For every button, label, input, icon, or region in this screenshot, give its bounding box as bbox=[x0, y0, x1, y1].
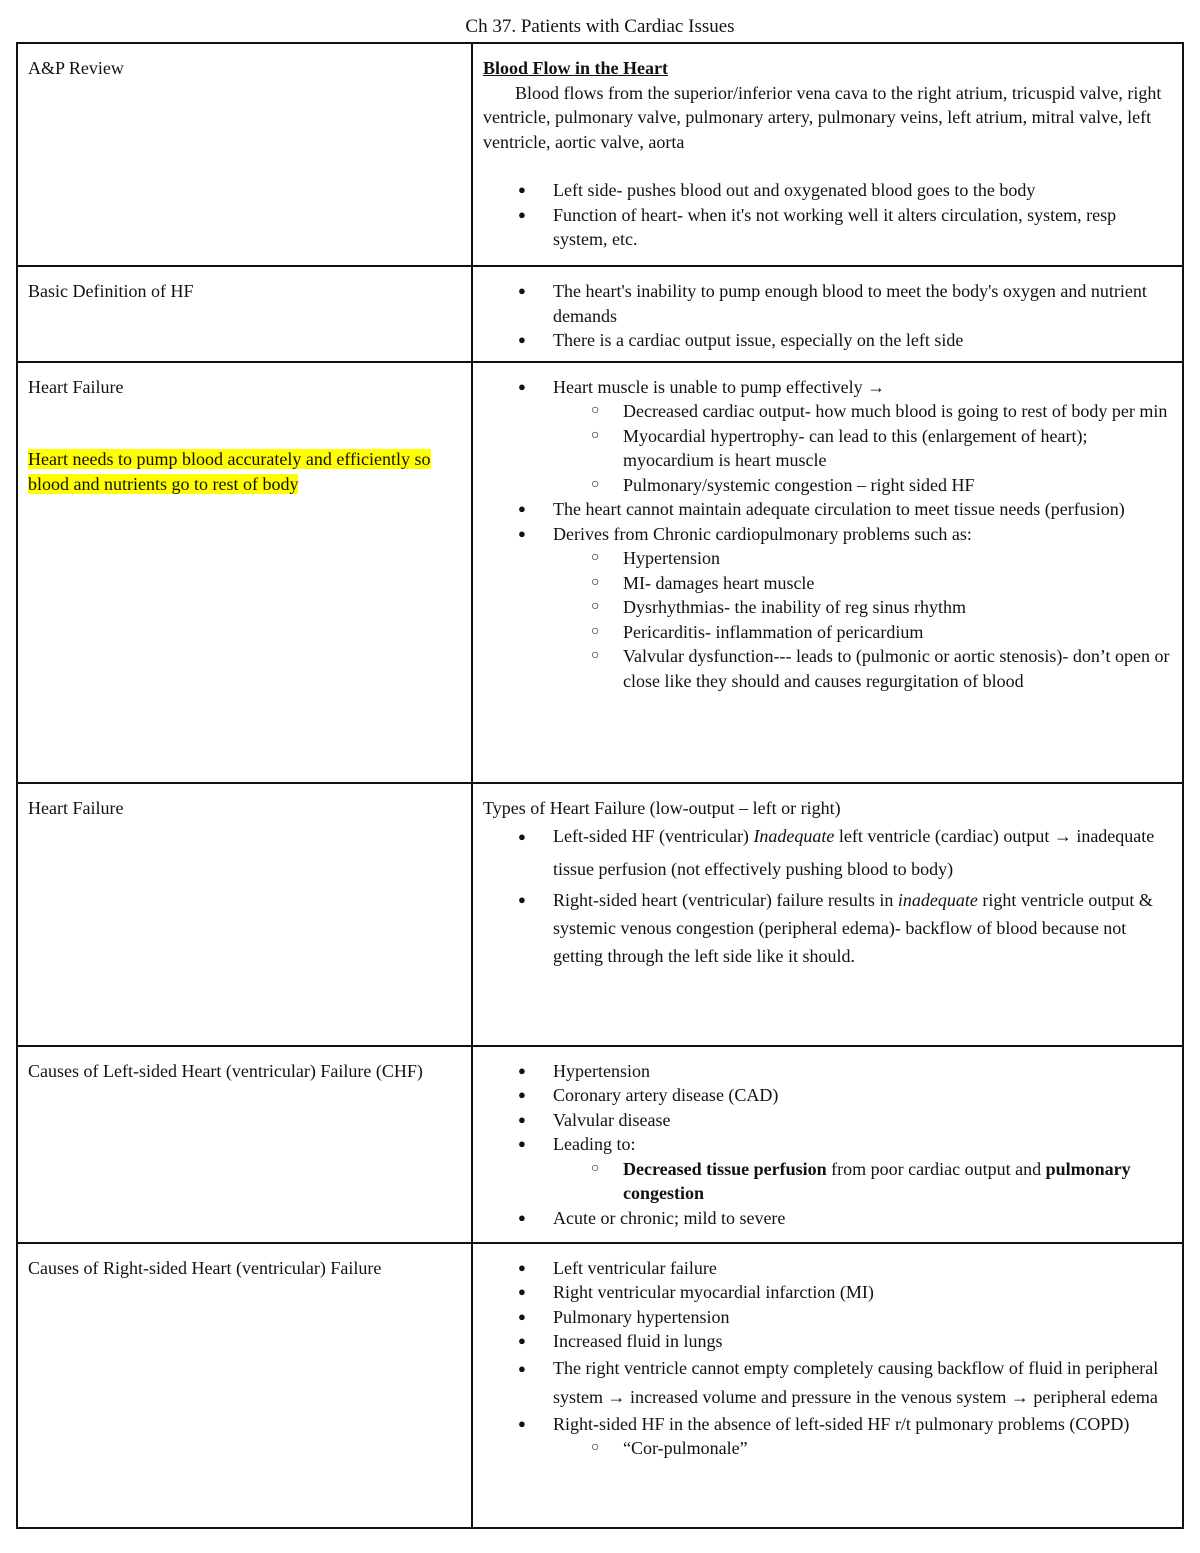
list-item bbox=[553, 820, 1172, 886]
page-title: Ch 37. Patients with Cardiac Issues bbox=[465, 16, 735, 37]
bullet-list bbox=[483, 375, 1172, 694]
list-item-text: right ventricle output & systemic venous congestion (peripheral edema)- backflow of blood because not getting through the left side like it should. bbox=[553, 890, 1153, 966]
table-row bbox=[17, 1243, 1183, 1528]
sub-list-item: ○ Hypertension bbox=[623, 546, 1172, 571]
highlighted-note bbox=[28, 447, 461, 496]
list-item-text: Right-sided HF in the absence of left-sided HF r/t pulmonary problems (COPD) bbox=[553, 1413, 1130, 1434]
table-row bbox=[17, 783, 1183, 1046]
bullet-list bbox=[483, 279, 1172, 353]
sub-list-item: ○ Pericarditis- inflammation of pericardium bbox=[623, 620, 1172, 645]
emphasis-text: Inadequate bbox=[753, 826, 835, 846]
bullet-list bbox=[483, 178, 1172, 252]
section-heading: Blood Flow in the Heart bbox=[483, 58, 668, 78]
list-item: ● There is a cardiac output issue, especially on the left side bbox=[553, 328, 1172, 353]
list-item: ● Increased fluid in lungs bbox=[553, 1329, 1172, 1354]
list-item-text: Heart muscle is unable to pump effectively → bbox=[553, 376, 886, 397]
sub-list bbox=[553, 1157, 1172, 1206]
content-cell bbox=[472, 1243, 1183, 1528]
sub-list-item: ○ Myocardial hypertrophy- can lead to this (enlargement of heart); myocardium is heart muscle bbox=[623, 424, 1172, 473]
sub-list bbox=[553, 1436, 1172, 1461]
list-item-text: Left-sided HF (ventricular) bbox=[553, 826, 754, 846]
topic-label: Causes of Right-sided Heart (ventricular) Failure bbox=[28, 1257, 382, 1278]
list-item: ● The right ventricle cannot empty completely causing backflow of fluid in peripheral system → increased volume and pressure in the venous system → peripheral edema bbox=[553, 1354, 1172, 1412]
list-item-text: Leading to: bbox=[553, 1134, 636, 1154]
topic-cell bbox=[17, 783, 472, 1046]
types-intro: Types of Heart Failure (low-output – left or right) bbox=[483, 797, 841, 818]
topic-cell bbox=[17, 266, 472, 362]
list-item-text: Derives from Chronic cardiopulmonary problems such as: bbox=[553, 523, 972, 544]
notes-table bbox=[16, 42, 1184, 1529]
list-item: ● Right ventricular myocardial infarction (MI) bbox=[553, 1280, 1172, 1305]
topic-cell bbox=[17, 1243, 472, 1528]
sub-list-text: from poor cardiac output and bbox=[826, 1158, 1046, 1179]
topic-label: Basic Definition of HF bbox=[28, 281, 194, 301]
content-cell bbox=[472, 266, 1183, 362]
bold-text: Decreased tissue perfusion bbox=[623, 1158, 827, 1179]
list-item: ● Left ventricular failure bbox=[553, 1256, 1172, 1281]
list-item-text: Right-sided heart (ventricular) failure results in bbox=[553, 890, 898, 910]
list-item: ● Coronary artery disease (CAD) bbox=[553, 1083, 1172, 1108]
list-item: ● The heart cannot maintain adequate circulation to meet tissue needs (perfusion) bbox=[553, 497, 1172, 522]
list-item: ● Pulmonary hypertension bbox=[553, 1305, 1172, 1330]
topic-cell bbox=[17, 43, 472, 266]
list-item bbox=[553, 522, 1172, 694]
sub-list-item: ○ MI- damages heart muscle bbox=[623, 571, 1172, 596]
table-row bbox=[17, 362, 1183, 783]
bullet-list bbox=[483, 820, 1172, 970]
content-cell bbox=[472, 1046, 1183, 1243]
sub-list-item bbox=[623, 1157, 1172, 1206]
sub-list-item: ○ Decreased cardiac output- how much blood is going to rest of body per min bbox=[623, 399, 1172, 424]
content-cell bbox=[472, 43, 1183, 266]
sub-list-item: ○ “Cor-pulmonale” bbox=[623, 1436, 1172, 1461]
topic-label: Heart Failure bbox=[28, 797, 124, 818]
bold-text: pulmonary congestion bbox=[623, 1158, 1131, 1203]
topic-cell bbox=[17, 362, 472, 783]
list-item bbox=[553, 375, 1172, 498]
sub-list bbox=[553, 399, 1172, 497]
sub-list-item: ○ Valvular dysfunction--- leads to (pulmonic or aortic stenosis)- don’t open or close like they should and causes regurgitation of blood bbox=[623, 644, 1172, 693]
bullet-list bbox=[483, 1059, 1172, 1231]
sub-list-item: ○ Dysrhythmias- the inability of reg sinus rhythm bbox=[623, 595, 1172, 620]
list-item: ● Acute or chronic; mild to severe bbox=[553, 1206, 1172, 1231]
bullet-list bbox=[483, 1256, 1172, 1461]
list-item bbox=[553, 886, 1172, 970]
table-row bbox=[17, 266, 1183, 362]
list-item-text: left ventricle (cardiac) output → inadequate tissue perfusion (not effectively pushing blood to body) bbox=[553, 826, 1155, 879]
list-item: ● The heart's inability to pump enough blood to meet the body's oxygen and nutrient demands bbox=[553, 279, 1172, 328]
topic-label: Heart Failure bbox=[28, 376, 124, 397]
table-row bbox=[17, 1046, 1183, 1243]
list-item: ● Function of heart- when it's not working well it alters circulation, system, resp system, etc. bbox=[553, 203, 1172, 252]
emphasis-text: inadequate bbox=[897, 890, 978, 910]
topic-label: Causes of Left-sided Heart (ventricular) Failure (CHF) bbox=[28, 1060, 423, 1081]
topic-cell bbox=[17, 1046, 472, 1243]
list-item: ● Valvular disease bbox=[553, 1108, 1172, 1133]
sub-list bbox=[553, 546, 1172, 693]
sub-list-item: ○ Pulmonary/systemic congestion – right sided HF bbox=[623, 473, 1172, 498]
list-item: ● Left side- pushes blood out and oxygenated blood goes to the body bbox=[553, 178, 1172, 203]
list-item: ● Hypertension bbox=[553, 1059, 1172, 1084]
table-row bbox=[17, 43, 1183, 266]
list-item bbox=[553, 1132, 1172, 1206]
list-item bbox=[553, 1412, 1172, 1461]
paragraph: Blood flows from the superior/inferior vena cava to the right atrium, tricuspid valve, right ventricle, pulmonary valve, pulmonary artery, pulmonary veins, left atrium, mitral valve, left ventricle, aortic valve, aorta bbox=[483, 82, 1162, 152]
content-cell bbox=[472, 362, 1183, 783]
highlighted-text: Heart needs to pump blood accurately and efficiently so blood and nutrients go to rest of body bbox=[28, 449, 431, 494]
content-cell bbox=[472, 783, 1183, 1046]
topic-label: A&P Review bbox=[28, 58, 124, 78]
